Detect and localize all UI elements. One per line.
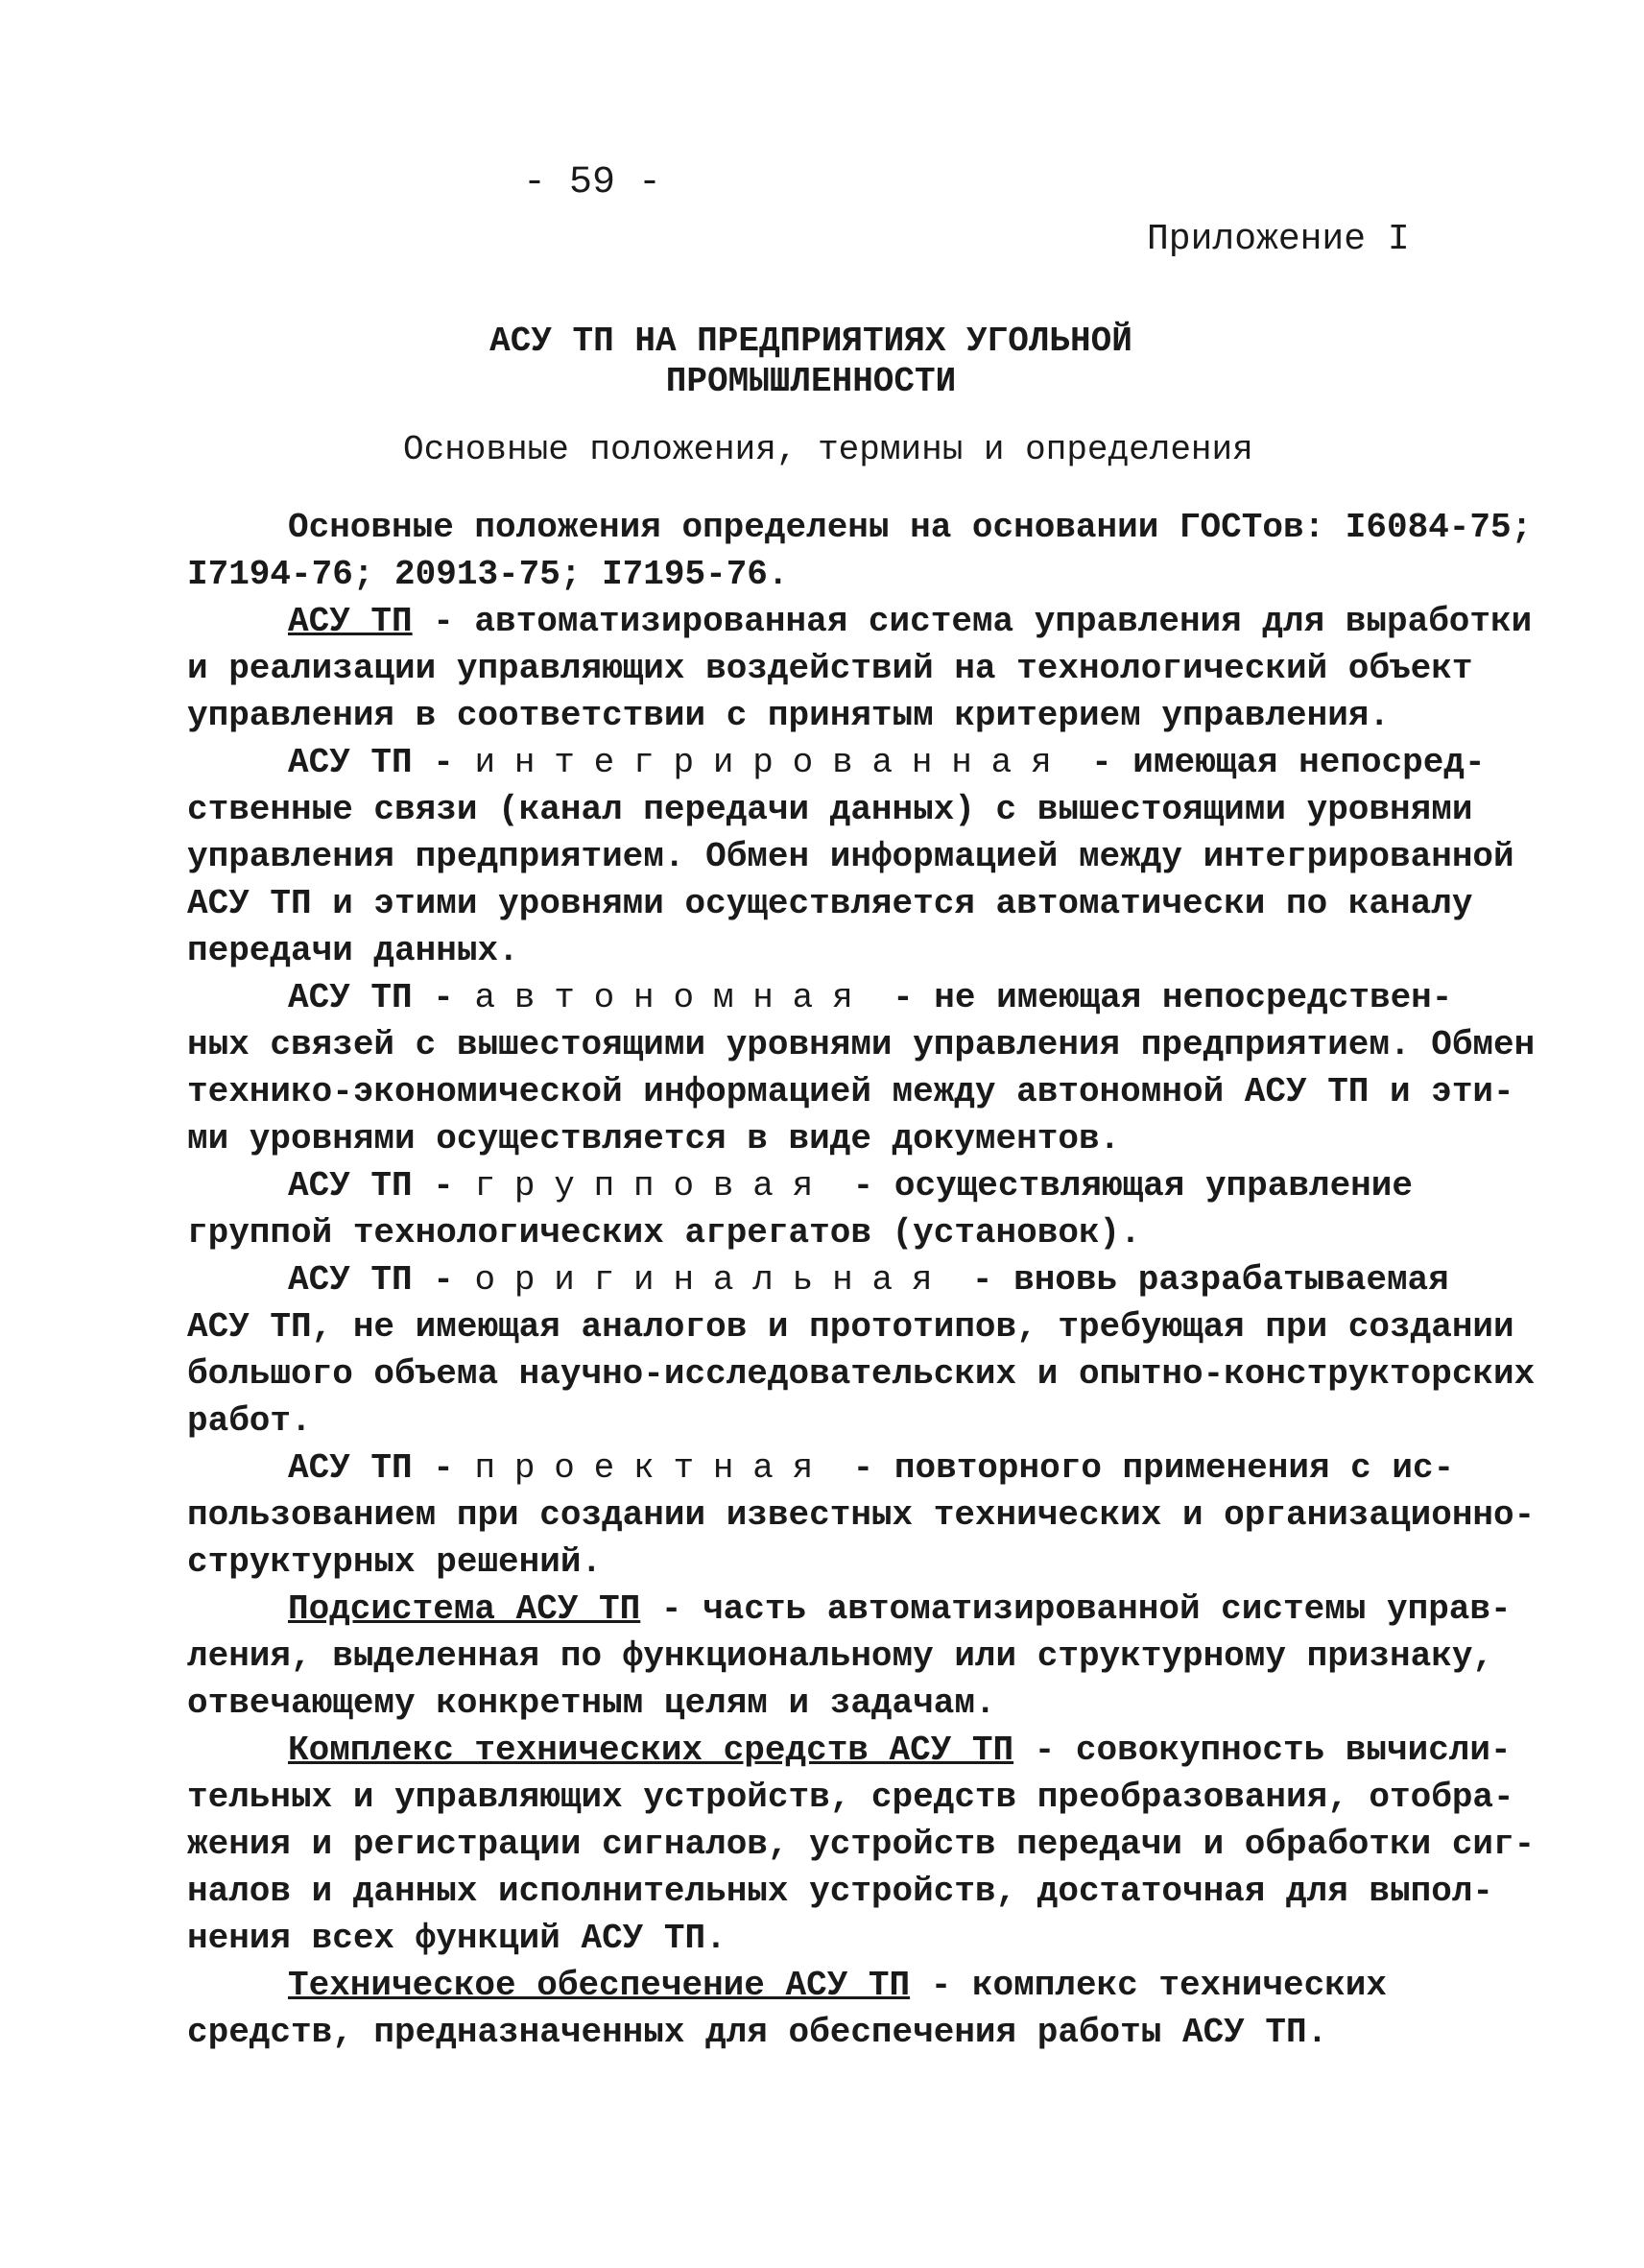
document-body xyxy=(187,504,1536,2056)
text-line: управления в соответствии с принятым критерием управления. xyxy=(187,696,1391,735)
text-line: налов и данных исполнительных устройств, достаточная для выпол- xyxy=(187,1872,1494,1911)
text-line: Основные положения определены на основании ГОСТов: I6084-75; xyxy=(288,508,1533,547)
definition-first-line xyxy=(187,974,1483,1021)
text-line: ственные связи (канал передачи данных) с вышестоящими уровнями xyxy=(187,790,1473,829)
text-line: структурных решений. xyxy=(187,1542,603,1582)
text-line: группой технологических агрегатов (установок). xyxy=(187,1213,1141,1253)
intro-paragraph xyxy=(187,504,1533,598)
definition-text: - часть автоматизированной системы управ- xyxy=(640,1589,1512,1629)
text-line: средств, предназначенных для обеспечения работы АСУ ТП. xyxy=(187,2013,1328,2052)
text-line: передачи данных. xyxy=(187,931,519,970)
term-spaced: групповая xyxy=(474,1166,833,1206)
definition-text: - имеющая непосред- xyxy=(1070,743,1486,782)
text-line: жения и регистрации сигналов, устройств передачи и обработки сиг- xyxy=(187,1825,1536,1864)
text-line: нения всех функций АСУ ТП. xyxy=(187,1919,727,1958)
definition-group xyxy=(187,1162,1483,1256)
text-line: работ. xyxy=(187,1401,312,1441)
definition-text: - повторного применения с ис- xyxy=(832,1448,1455,1488)
text-line: ления, выделенная по функциональному или структурному признаку, xyxy=(187,1636,1494,1676)
definition-first-line xyxy=(187,598,1533,645)
text-line: большого объема научно-исследовательских и опытно-конструкторских xyxy=(187,1354,1536,1394)
definition-integrated xyxy=(187,739,1514,974)
definition-project xyxy=(187,1444,1536,1586)
text-line: АСУ ТП, не имеющая аналогов и прототипов, требующая при создании xyxy=(187,1307,1514,1347)
text-line: ми уровнями осуществляется в виде документов. xyxy=(187,1119,1121,1158)
term: АСУ ТП xyxy=(288,602,413,641)
text-line: технико-экономической информацией между автономной АСУ ТП и эти- xyxy=(187,1072,1514,1111)
definition-first-line xyxy=(187,1256,1483,1303)
definition-subsystem xyxy=(187,1586,1512,1727)
definition-first-line xyxy=(187,1727,1512,1774)
text-line: АСУ ТП и этими уровнями осуществляется автоматически по каналу xyxy=(187,884,1473,923)
definition-text: - автоматизированная система управления для выработки xyxy=(412,602,1533,641)
document-title: АСУ ТП НА ПРЕДПРИЯТИЯХ УГОЛЬНОЙ ПРОМЫШЛЕННОСТИ xyxy=(489,322,1132,401)
section-subtitle: Основные положения, термины и определения xyxy=(403,430,1253,469)
term-prefix: АСУ ТП - xyxy=(288,1260,475,1300)
term-spaced: оригинальная xyxy=(474,1260,952,1300)
text-line: I7194-76; 20913-75; I7195-76. xyxy=(187,555,789,594)
term-prefix: АСУ ТП - xyxy=(288,1166,475,1206)
text-line: управления предприятием. Обмен информацией между интегрированной xyxy=(187,837,1514,876)
text-line: отвечающему конкретным целям и задачам. xyxy=(187,1683,996,1723)
definition-text: - совокупность вычисли- xyxy=(1013,1731,1512,1770)
text-line: и реализации управляющих воздействий на технологический объект xyxy=(187,649,1473,688)
term-prefix: АСУ ТП - xyxy=(288,743,475,782)
term: Комплекс технических средств АСУ ТП xyxy=(288,1731,1014,1770)
term-prefix: АСУ ТП - xyxy=(288,978,475,1017)
definition-first-line xyxy=(187,1162,1483,1209)
definition-first-line xyxy=(187,1962,1483,2009)
definition-first-line xyxy=(187,739,1486,786)
term: Подсистема АСУ ТП xyxy=(288,1589,641,1629)
text-line: пользованием при создании известных технических и организационно- xyxy=(187,1495,1536,1535)
definition-text: - вновь разрабатываемая xyxy=(951,1260,1449,1300)
definition-first-line xyxy=(187,1444,1483,1492)
definition-autonomous xyxy=(187,974,1536,1162)
definition-technical-support xyxy=(187,1962,1483,2056)
definition-asu-tp xyxy=(187,598,1533,739)
term: Техническое обеспечение АСУ ТП xyxy=(288,1966,911,2005)
term-spaced: автономная xyxy=(474,978,872,1017)
definition-original xyxy=(187,1256,1536,1444)
page-number: - 59 - xyxy=(523,161,662,204)
text-line: тельных и управляющих устройств, средств преобразования, отобра- xyxy=(187,1778,1514,1817)
definition-hardware-complex xyxy=(187,1727,1536,1962)
term-prefix: АСУ ТП - xyxy=(288,1448,475,1488)
definition-text: - не имеющая непосредствен- xyxy=(871,978,1453,1017)
term-spaced: интегрированная xyxy=(474,743,1071,782)
text-line: ных связей с вышестоящими уровнями управления предприятием. Обмен xyxy=(187,1025,1536,1064)
appendix-label: Приложение I xyxy=(1147,219,1410,260)
term-spaced: проектная xyxy=(474,1448,833,1488)
definition-text: - комплекс технических xyxy=(910,1966,1387,2005)
definition-first-line xyxy=(187,1586,1512,1633)
definition-text: - осуществляющая управление xyxy=(832,1166,1413,1206)
